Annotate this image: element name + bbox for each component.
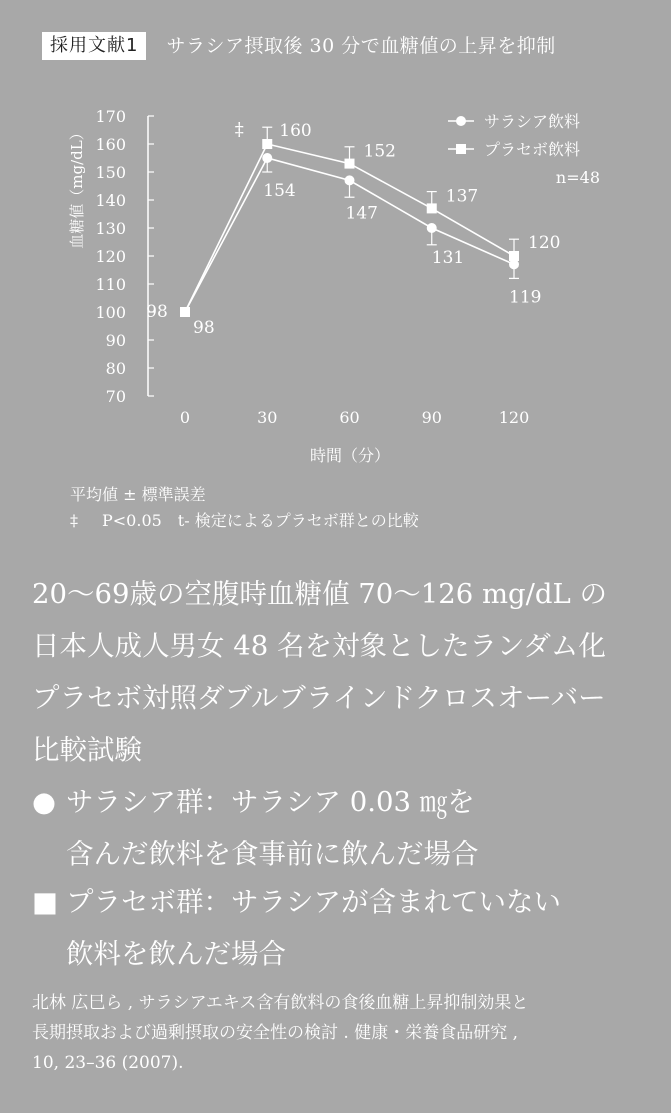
y-tick-label: 90 xyxy=(105,331,126,350)
sample-size-label: n=48 xyxy=(555,168,600,187)
description-line: 比較試験 xyxy=(32,734,142,766)
description-line: 日本人成人男女 48 名を対象としたランダム化 xyxy=(32,630,606,662)
y-tick-label: 170 xyxy=(95,107,126,126)
salacia-data-label: 119 xyxy=(509,287,542,308)
chart-notes xyxy=(70,482,419,534)
y-tick-label: 120 xyxy=(95,247,126,266)
y-tick-label: 100 xyxy=(95,303,126,322)
x-tick-label: 0 xyxy=(179,408,191,427)
description-line: プラセボ対照ダブルブラインドクロスオーバー xyxy=(32,682,606,714)
study-description xyxy=(32,568,652,776)
legend-marker-placebo xyxy=(456,144,466,154)
blood-glucose-chart xyxy=(0,95,671,475)
y-axis-label: 血糖値（mg/dL） xyxy=(68,125,86,249)
placebo-group-item xyxy=(32,876,662,980)
legend-marker-salacia xyxy=(456,116,466,126)
x-axis-label: 時間（分） xyxy=(309,446,391,465)
y-tick-label: 140 xyxy=(95,191,126,210)
placebo-group-detail: 飲料を飲んだ場合 xyxy=(66,938,286,970)
legend-label-placebo: プラセボ飲料 xyxy=(484,140,581,159)
salacia-data-label: 147 xyxy=(345,203,378,224)
citation-line: 10, 23–36 (2007). xyxy=(32,1053,184,1073)
placebo-data-point xyxy=(180,307,190,317)
placebo-group-label: プラセボ群：サラシアが含まれていない xyxy=(66,886,561,918)
salacia-group-detail: 含んだ飲料を食事前に飲んだ場合 xyxy=(66,838,479,870)
x-tick-label: 90 xyxy=(421,408,442,427)
significance-marker: ‡ xyxy=(234,119,244,140)
placebo-data-label: 152 xyxy=(363,141,396,162)
placebo-data-label: 137 xyxy=(445,186,479,207)
placebo-data-label: 98 xyxy=(146,302,168,322)
salacia-data-point xyxy=(427,223,437,233)
dagger-symbol: ‡ xyxy=(70,511,78,530)
y-tick-label: 110 xyxy=(95,275,126,294)
note-significance xyxy=(70,508,419,534)
placebo-series-line xyxy=(185,141,514,312)
y-tick-label: 160 xyxy=(95,135,126,154)
note-mean-se: 平均値 ± 標準誤差 xyxy=(70,485,206,504)
salacia-group-label: サラシア群：サラシア 0.03 ㎎を xyxy=(66,786,475,818)
salacia-data-label: 98 xyxy=(193,318,215,338)
salacia-data-label: 131 xyxy=(431,248,465,268)
citation-line: 長期摂取および過剰摂取の安全性の検討 . 健康・栄養食品研究 , xyxy=(32,1023,519,1043)
y-tick-label: 70 xyxy=(105,387,126,406)
placebo-data-point xyxy=(345,159,355,169)
citation xyxy=(32,988,662,1078)
reference-badge: 採用文献1 xyxy=(42,32,146,60)
y-tick-label: 80 xyxy=(105,359,126,378)
placebo-data-label: 160 xyxy=(279,121,312,141)
y-tick-label: 130 xyxy=(95,219,126,238)
salacia-data-point xyxy=(262,153,272,163)
x-tick-label: 30 xyxy=(257,408,278,427)
note-significance-text: P<0.05 t- 検定によるプラセボ群との比較 xyxy=(102,511,419,530)
x-tick-label: 60 xyxy=(339,408,360,427)
x-tick-label: 120 xyxy=(498,408,530,427)
header xyxy=(42,32,556,60)
placebo-data-point xyxy=(509,251,519,261)
salacia-group-item xyxy=(32,776,662,880)
circle-bullet-icon: ● xyxy=(32,786,56,818)
salacia-data-label: 154 xyxy=(263,181,296,201)
description-line: 20〜69歳の空腹時血糖値 70〜126 mg/dL の xyxy=(32,578,608,610)
placebo-data-point xyxy=(262,139,272,149)
chart-title: サラシア摂取後 30 分で血糖値の上昇を抑制 xyxy=(166,35,556,57)
placebo-data-point xyxy=(427,203,437,213)
square-bullet-icon: ■ xyxy=(32,886,58,918)
placebo-data-label: 120 xyxy=(528,233,561,253)
legend-label-salacia: サラシア飲料 xyxy=(484,112,581,131)
salacia-data-point xyxy=(345,175,355,185)
citation-line: 北林 広巳ら , サラシアエキス含有飲料の食後血糖上昇抑制効果と xyxy=(32,993,529,1013)
y-tick-label: 150 xyxy=(95,163,126,182)
